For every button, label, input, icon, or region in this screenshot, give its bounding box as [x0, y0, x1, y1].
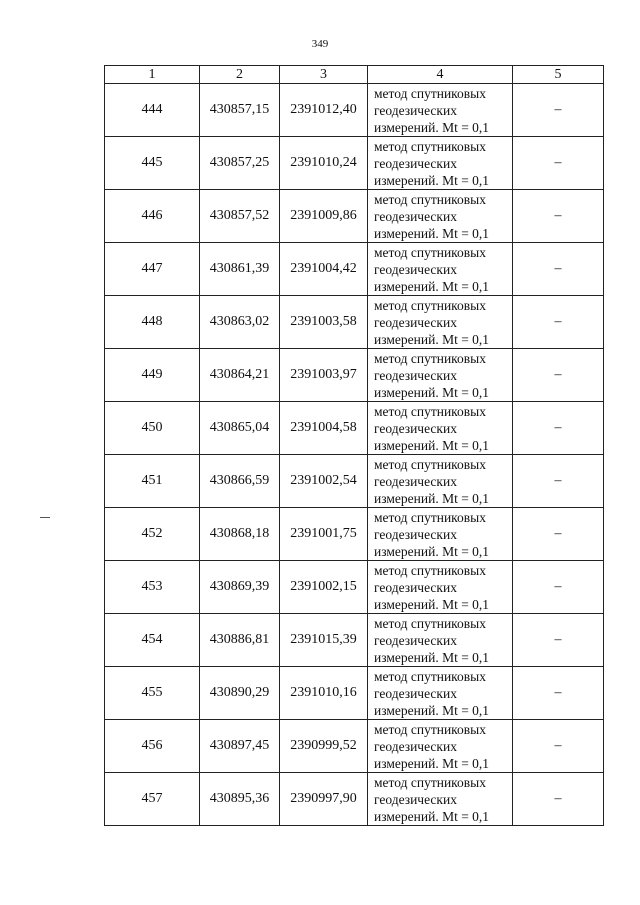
- note-cell: –: [513, 190, 604, 243]
- note-cell: –: [513, 508, 604, 561]
- point-number-cell: 450: [105, 402, 200, 455]
- method-line: метод спутниковых: [374, 297, 486, 313]
- point-number-cell: 449: [105, 349, 200, 402]
- coordinate-x-cell: 430865,04: [200, 402, 280, 455]
- method-cell: [368, 137, 513, 190]
- table-row: [105, 773, 604, 826]
- coordinate-y-cell: 2391003,58: [280, 296, 368, 349]
- method-cell: [368, 402, 513, 455]
- method-line: геодезических: [374, 685, 457, 701]
- method-line: геодезических: [374, 579, 457, 595]
- coordinate-y-cell: 2390997,90: [280, 773, 368, 826]
- coordinate-x-cell: 430866,59: [200, 455, 280, 508]
- point-number-cell: 451: [105, 455, 200, 508]
- note-cell: –: [513, 614, 604, 667]
- coordinate-x-cell: 430869,39: [200, 561, 280, 614]
- method-cell: [368, 296, 513, 349]
- method-line: геодезических: [374, 367, 457, 383]
- point-number-cell: 444: [105, 84, 200, 137]
- method-line: метод спутниковых: [374, 350, 486, 366]
- coordinate-x-cell: 430864,21: [200, 349, 280, 402]
- method-line: измерений. Mt = 0,1: [374, 702, 490, 718]
- note-cell: –: [513, 402, 604, 455]
- method-line: метод спутниковых: [374, 403, 486, 419]
- method-cell: [368, 455, 513, 508]
- method-cell: [368, 561, 513, 614]
- coordinate-y-cell: 2391003,97: [280, 349, 368, 402]
- point-number-cell: 456: [105, 720, 200, 773]
- method-line: геодезических: [374, 314, 457, 330]
- coordinate-x-cell: 430863,02: [200, 296, 280, 349]
- table-row: [105, 243, 604, 296]
- method-line: метод спутниковых: [374, 721, 486, 737]
- method-line: геодезических: [374, 632, 457, 648]
- point-number-cell: 445: [105, 137, 200, 190]
- coordinate-x-cell: 430857,15: [200, 84, 280, 137]
- table-row: [105, 508, 604, 561]
- method-cell: [368, 508, 513, 561]
- coordinate-y-cell: 2391015,39: [280, 614, 368, 667]
- table-row: [105, 667, 604, 720]
- method-line: измерений. Mt = 0,1: [374, 649, 490, 665]
- coordinate-x-cell: 430886,81: [200, 614, 280, 667]
- page-number: 349: [311, 38, 329, 50]
- method-line: геодезических: [374, 738, 457, 754]
- note-cell: –: [513, 243, 604, 296]
- column-header-3: 3: [280, 66, 368, 84]
- coordinate-y-cell: 2391001,75: [280, 508, 368, 561]
- method-line: измерений. Mt = 0,1: [374, 596, 490, 612]
- method-cell: [368, 614, 513, 667]
- table-header: [105, 66, 604, 84]
- point-number-cell: 446: [105, 190, 200, 243]
- method-line: измерений. Mt = 0,1: [374, 172, 490, 188]
- note-cell: –: [513, 84, 604, 137]
- coordinate-y-cell: 2390999,52: [280, 720, 368, 773]
- column-header-2: 2: [200, 66, 280, 84]
- note-cell: –: [513, 455, 604, 508]
- column-header-5: 5: [513, 66, 604, 84]
- method-line: метод спутниковых: [374, 138, 486, 154]
- method-line: геодезических: [374, 526, 457, 542]
- column-header-4: 4: [368, 66, 513, 84]
- method-line: метод спутниковых: [374, 85, 486, 101]
- point-number-cell: 453: [105, 561, 200, 614]
- method-line: метод спутниковых: [374, 615, 486, 631]
- method-line: метод спутниковых: [374, 456, 486, 472]
- header-row: [105, 66, 604, 84]
- coordinate-y-cell: 2391004,58: [280, 402, 368, 455]
- coordinate-x-cell: 430868,18: [200, 508, 280, 561]
- table-row: [105, 455, 604, 508]
- table-row: [105, 296, 604, 349]
- method-line: метод спутниковых: [374, 509, 486, 525]
- method-line: геодезических: [374, 791, 457, 807]
- coordinate-y-cell: 2391010,16: [280, 667, 368, 720]
- point-number-cell: 457: [105, 773, 200, 826]
- coordinate-y-cell: 2391004,42: [280, 243, 368, 296]
- note-cell: –: [513, 296, 604, 349]
- table-body: [105, 84, 604, 826]
- method-cell: [368, 190, 513, 243]
- method-line: геодезических: [374, 208, 457, 224]
- method-line: метод спутниковых: [374, 244, 486, 260]
- method-line: метод спутниковых: [374, 774, 486, 790]
- note-cell: –: [513, 720, 604, 773]
- note-cell: –: [513, 667, 604, 720]
- coordinate-x-cell: 430897,45: [200, 720, 280, 773]
- method-line: метод спутниковых: [374, 668, 486, 684]
- note-cell: –: [513, 137, 604, 190]
- note-cell: –: [513, 561, 604, 614]
- method-line: измерений. Mt = 0,1: [374, 490, 490, 506]
- margin-dash: [40, 517, 50, 518]
- coordinate-x-cell: 430890,29: [200, 667, 280, 720]
- method-line: геодезических: [374, 155, 457, 171]
- coordinate-y-cell: 2391012,40: [280, 84, 368, 137]
- method-line: геодезических: [374, 420, 457, 436]
- method-cell: [368, 243, 513, 296]
- method-cell: [368, 773, 513, 826]
- method-line: измерений. Mt = 0,1: [374, 808, 490, 824]
- coordinate-y-cell: 2391002,54: [280, 455, 368, 508]
- method-line: геодезических: [374, 473, 457, 489]
- point-number-cell: 452: [105, 508, 200, 561]
- coordinate-x-cell: 430861,39: [200, 243, 280, 296]
- method-cell: [368, 84, 513, 137]
- table-row: [105, 84, 604, 137]
- note-cell: –: [513, 349, 604, 402]
- point-number-cell: 448: [105, 296, 200, 349]
- column-header-1: 1: [105, 66, 200, 84]
- table-row: [105, 402, 604, 455]
- method-line: геодезических: [374, 102, 457, 118]
- method-line: измерений. Mt = 0,1: [374, 384, 490, 400]
- table-row: [105, 137, 604, 190]
- table-row: [105, 561, 604, 614]
- method-line: измерений. Mt = 0,1: [374, 437, 490, 453]
- method-line: измерений. Mt = 0,1: [374, 278, 490, 294]
- coordinate-x-cell: 430895,36: [200, 773, 280, 826]
- coordinate-y-cell: 2391009,86: [280, 190, 368, 243]
- point-number-cell: 455: [105, 667, 200, 720]
- table-row: [105, 349, 604, 402]
- method-line: измерений. Mt = 0,1: [374, 543, 490, 559]
- point-number-cell: 447: [105, 243, 200, 296]
- coordinate-y-cell: 2391002,15: [280, 561, 368, 614]
- method-line: измерений. Mt = 0,1: [374, 755, 490, 771]
- table-row: [105, 614, 604, 667]
- method-cell: [368, 667, 513, 720]
- coordinate-x-cell: 430857,52: [200, 190, 280, 243]
- method-line: измерений. Mt = 0,1: [374, 331, 490, 347]
- method-line: метод спутниковых: [374, 191, 486, 207]
- method-line: измерений. Mt = 0,1: [374, 225, 490, 241]
- coordinates-table: [104, 65, 604, 826]
- method-cell: [368, 349, 513, 402]
- coordinate-x-cell: 430857,25: [200, 137, 280, 190]
- table-row: [105, 720, 604, 773]
- note-cell: –: [513, 773, 604, 826]
- method-line: метод спутниковых: [374, 562, 486, 578]
- coordinate-y-cell: 2391010,24: [280, 137, 368, 190]
- point-number-cell: 454: [105, 614, 200, 667]
- method-line: геодезических: [374, 261, 457, 277]
- method-line: измерений. Mt = 0,1: [374, 119, 490, 135]
- method-cell: [368, 720, 513, 773]
- table-row: [105, 190, 604, 243]
